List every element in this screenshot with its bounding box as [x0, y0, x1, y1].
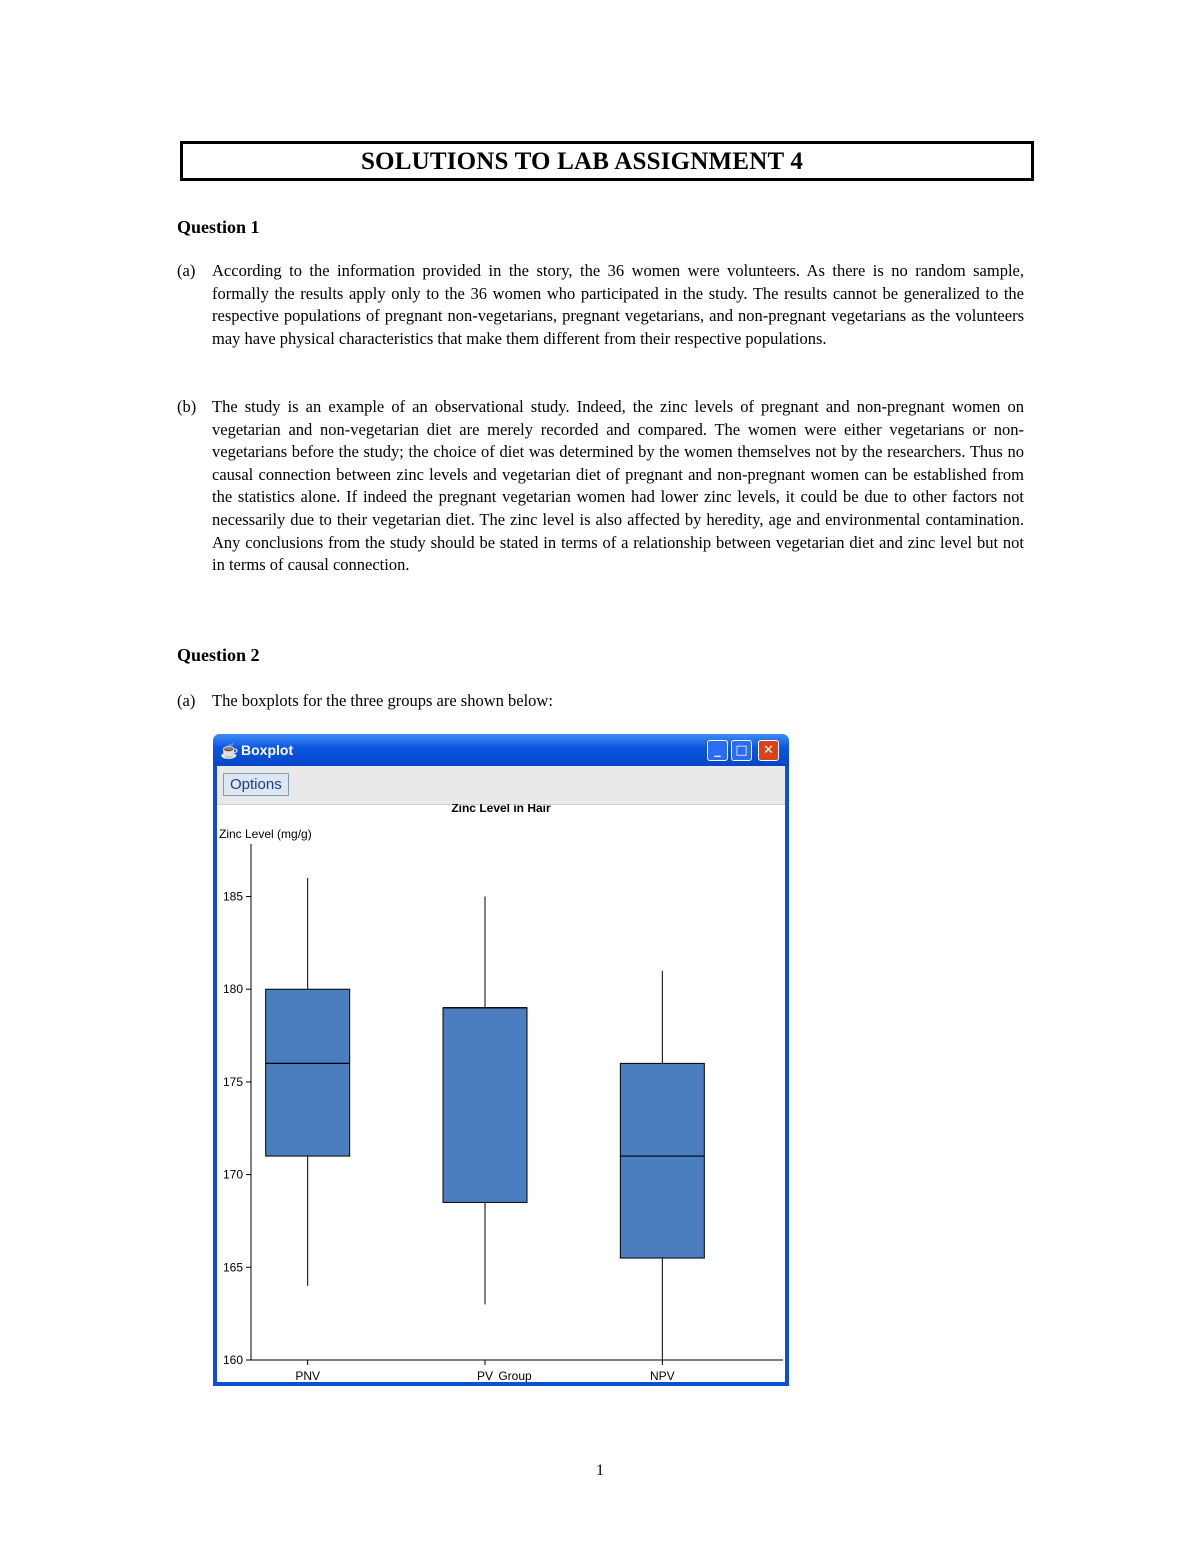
- question-2a: [177, 690, 1024, 713]
- box: [443, 1008, 527, 1203]
- question-1b-text: The study is an example of an observational study. Indeed, the zinc levels of pregnant and non-pregnant women on vegetarian and non-vegetarian diet are merely recorded and compared. The women were either vegetarians or non-vegetarians before the study; the choice of diet was determined by the women themselves not by the researchers. Thus no causal connection between zinc levels and vegetarian diet of pregnant and non-pregnant women can be established from the statistics alone. If indeed the pregnant vegetarian women had lower zinc levels, it could be due to other factors not necessarily due to their vegetarian diet. The zinc level is also affected by heredity, age and environmental contamination. Any conclusions from the study should be stated in terms of a relationship between vegetarian diet and zinc level but not in terms of causal connection.: [212, 397, 1024, 575]
- question-2a-text: The boxplots for the three groups are shown below:: [212, 691, 553, 710]
- question-1a-text: According to the information provided in the story, the 36 women were volunteers. As there is no random sample, formally the results apply only to the 36 women who participated in the study. The results cannot be generalized to the respective populations of pregnant non-vegetarians, pregnant vegetarians, and non-pregnant vegetarians as the volunteers may have physical characteristics that make them different from their respective populations.: [212, 261, 1024, 348]
- box: [266, 989, 350, 1156]
- question-1b: [177, 396, 1024, 577]
- box: [620, 1063, 704, 1258]
- y-tick-label: 165: [222, 1260, 243, 1275]
- title-box: [180, 141, 1034, 181]
- chart-title: Zinc Level in Hair: [451, 804, 551, 815]
- question-1a-label: (a): [177, 261, 196, 280]
- question-1-heading: Question 1: [177, 217, 260, 237]
- x-axis-label: Group: [498, 1369, 532, 1382]
- question-2a-label: (a): [177, 691, 196, 710]
- question-2-heading: Question 2: [177, 645, 260, 665]
- x-tick-label: NPV: [649, 1369, 675, 1382]
- page-title: SOLUTIONS TO LAB ASSIGNMENT 4: [360, 148, 804, 175]
- y-axis-label: Zinc Level (mg/g): [219, 827, 312, 841]
- y-tick-label: 160: [222, 1353, 243, 1367]
- page-number: 1: [596, 1462, 604, 1479]
- y-tick-label: 175: [222, 1074, 243, 1089]
- close-button[interactable]: ✕: [758, 740, 779, 761]
- y-tick-label: 185: [222, 889, 243, 904]
- y-tick-label: 170: [222, 1167, 243, 1182]
- question-1b-label: (b): [177, 397, 197, 416]
- x-tick-label: PV: [476, 1369, 494, 1382]
- maximize-button[interactable]: □: [731, 740, 752, 761]
- menubar: [217, 766, 785, 805]
- question-1a: [177, 260, 1024, 350]
- window-titlebar[interactable]: [213, 734, 789, 766]
- options-menu-button[interactable]: Options: [223, 773, 289, 796]
- boxplot-window: [213, 734, 789, 1386]
- window-body: [217, 766, 785, 1382]
- x-tick-label: PNV: [295, 1369, 321, 1382]
- minimize-button[interactable]: _: [707, 740, 728, 761]
- boxplot-chart: [217, 804, 785, 1382]
- java-cup-icon: ☕: [220, 744, 239, 760]
- window-title: Boxplot: [241, 742, 294, 758]
- y-tick-label: 180: [222, 982, 243, 997]
